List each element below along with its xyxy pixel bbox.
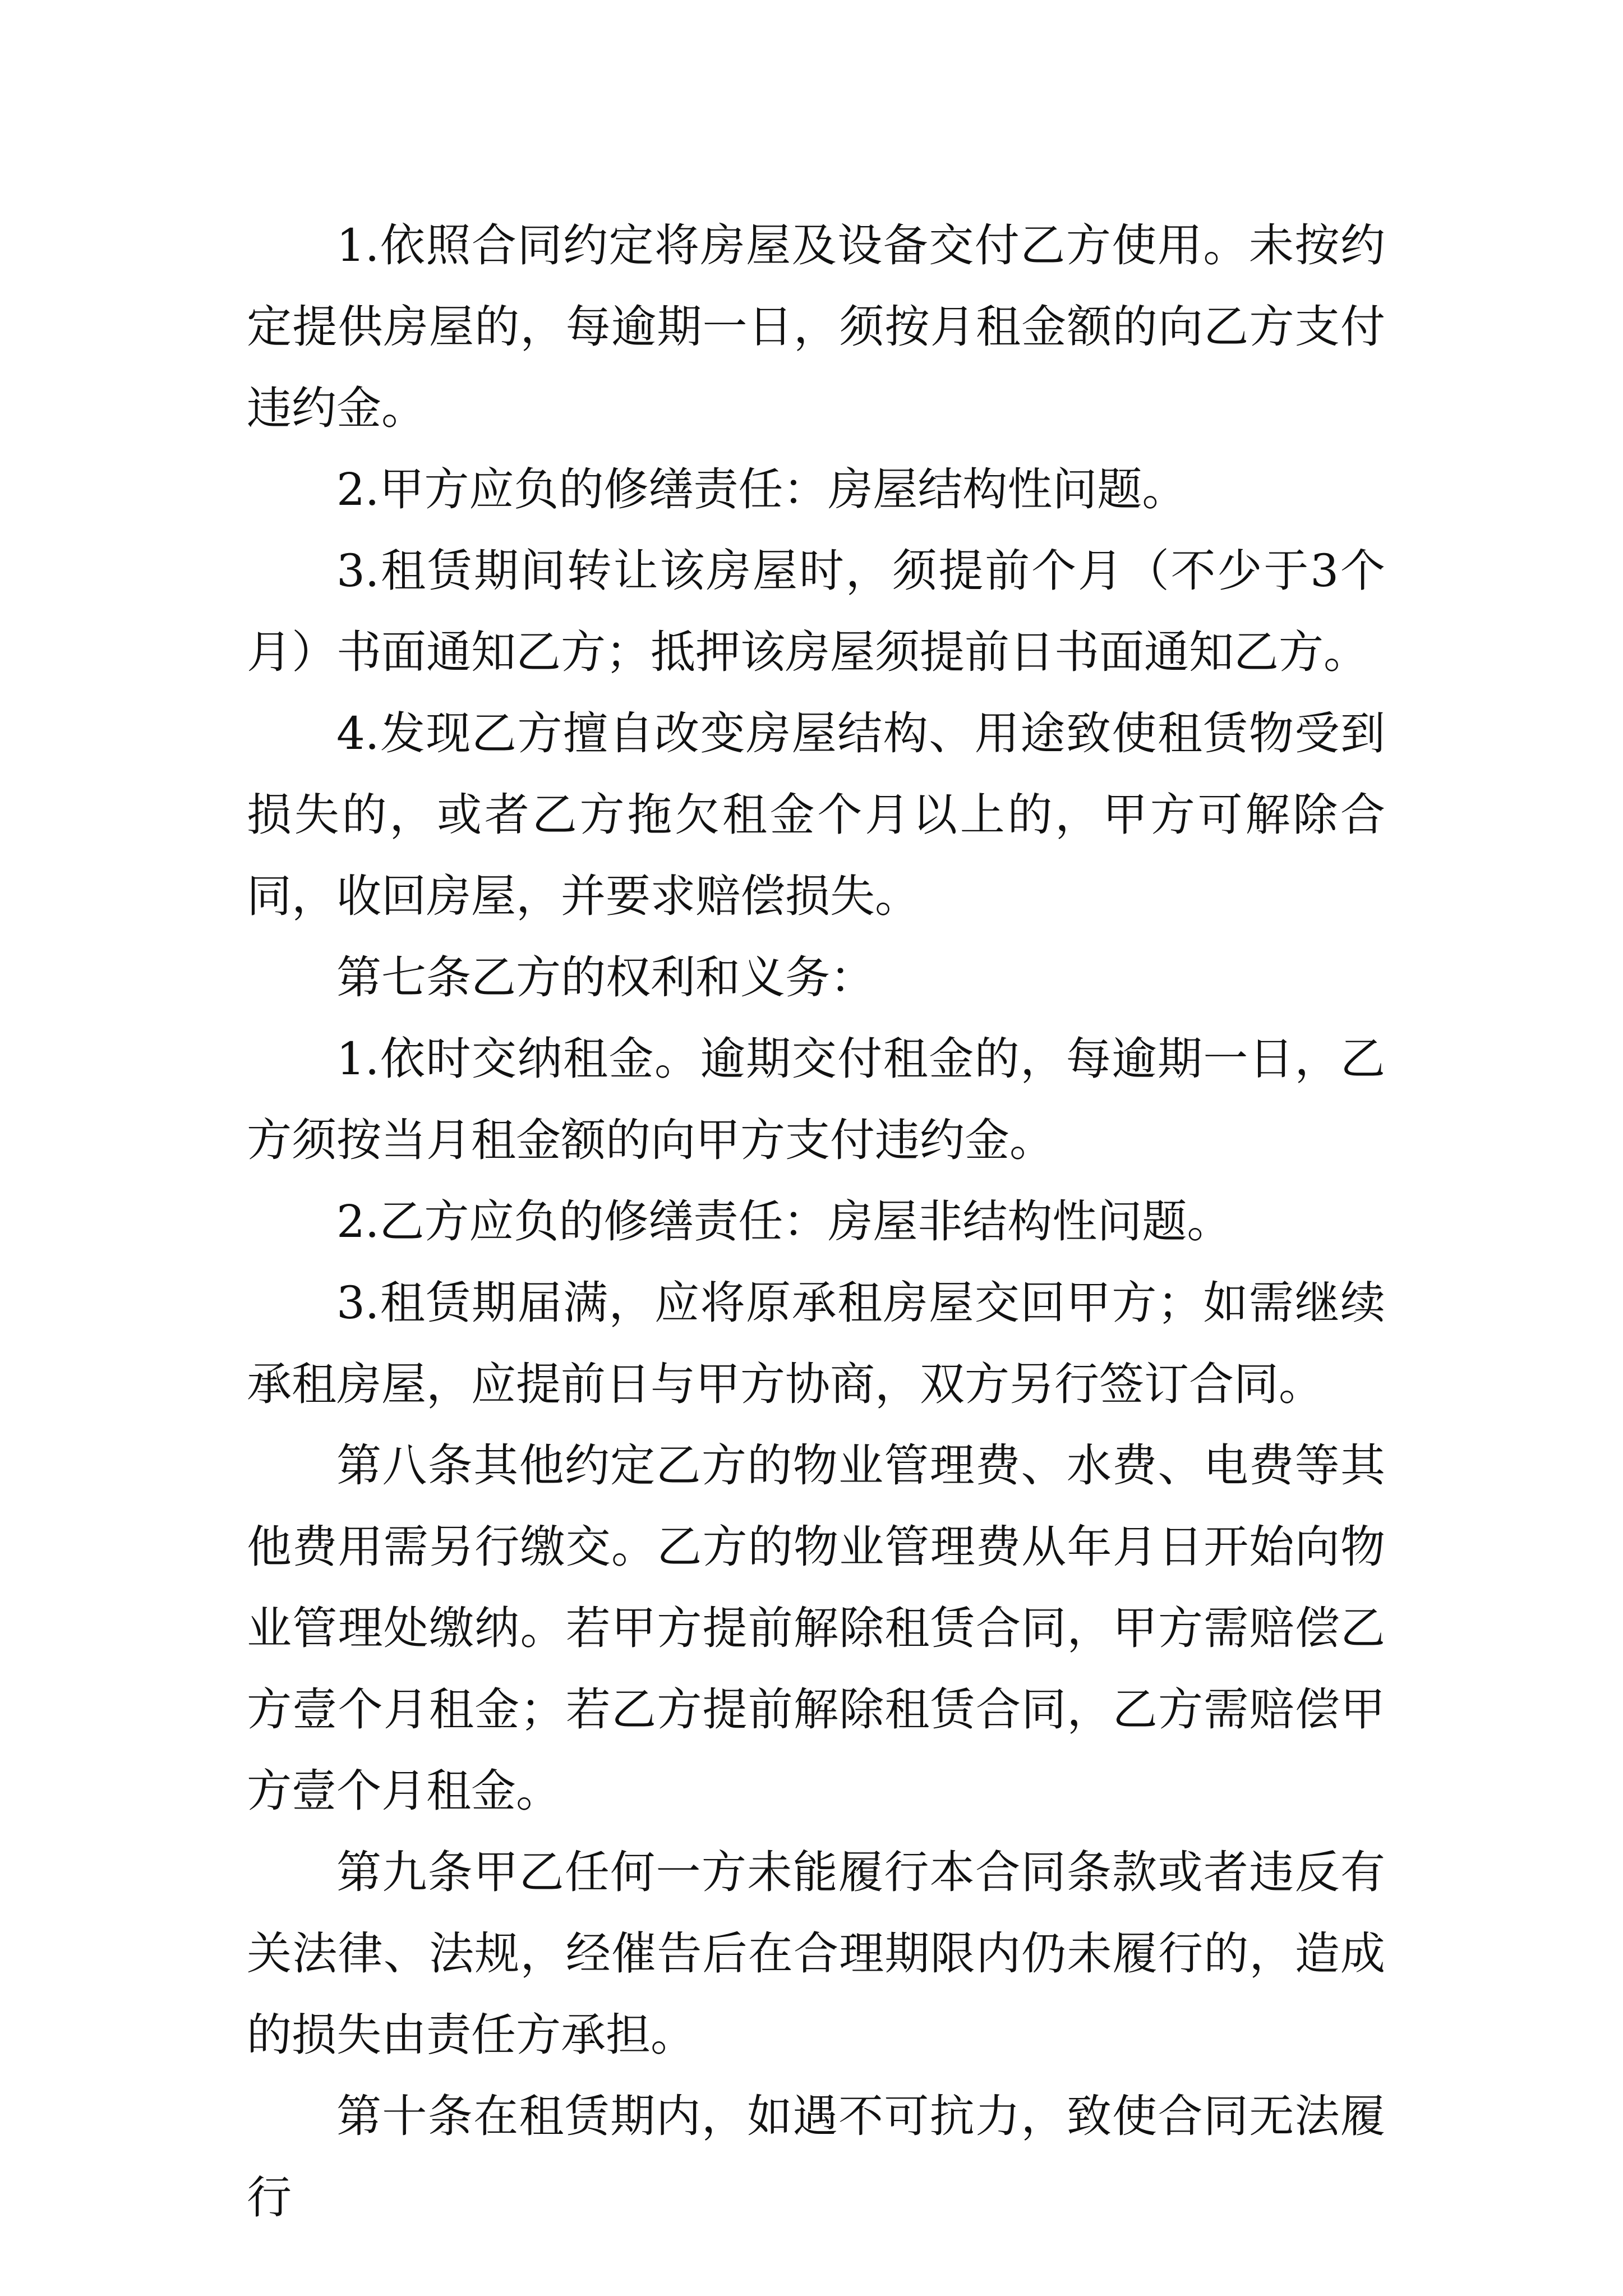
- paragraph-article-7-item-1: 1.依时交纳租金。逾期交付租金的，每逾期一日，乙方须按当月租金额的向甲方支付违约金。: [247, 1033, 1385, 1166]
- paragraph-article-8: 第八条其他约定乙方的物业管理费、水费、电费等其他费用需另行缴交。乙方的物业管理费从年月日开始向物业管理处缴纳。若甲方提前解除租赁合同，甲方需赔偿乙方壹个月租金；若乙方提前解除租赁合同，乙方需赔偿甲方壹个月租金。: [247, 1439, 1385, 1817]
- document-page: [247, 205, 1385, 2238]
- paragraph-article-9: 第九条甲乙任何一方未能履行本合同条款或者违反有关法律、法规，经催告后在合理期限内仍未履行的，造成的损失由责任方承担。: [247, 1846, 1385, 2061]
- paragraph-article-7-item-3: 3.租赁期届满，应将原承租房屋交回甲方；如需继续承租房屋，应提前日与甲方协商，双方另行签订合同。: [247, 1277, 1385, 1410]
- paragraph-article-7-item-2: 2.乙方应负的修缮责任：房屋非结构性问题。: [336, 1195, 1232, 1248]
- paragraph-clause-2: 2.甲方应负的修缮责任：房屋结构性问题。: [336, 463, 1187, 516]
- paragraph-article-10: 第十条在租赁期内，如遇不可抗力，致使合同无法履行: [247, 2090, 1385, 2224]
- paragraph-clause-1: 1.依照合同约定将房屋及设备交付乙方使用。未按约定提供房屋的，每逾期一日，须按月租金额的向乙方支付违约金。: [247, 219, 1385, 434]
- paragraph-clause-4: 4.发现乙方擅自改变房屋结构、用途致使租赁物受到损失的，或者乙方拖欠租金个月以上的，甲方可解除合同，收回房屋，并要求赔偿损失。: [247, 707, 1385, 922]
- paragraph-article-7-heading: 第七条乙方的权利和义务：: [336, 951, 875, 1004]
- paragraph-clause-3: 3.租赁期间转让该房屋时，须提前个月（不少于3个月）书面通知乙方；抵押该房屋须提前日书面通知乙方。: [247, 545, 1385, 678]
